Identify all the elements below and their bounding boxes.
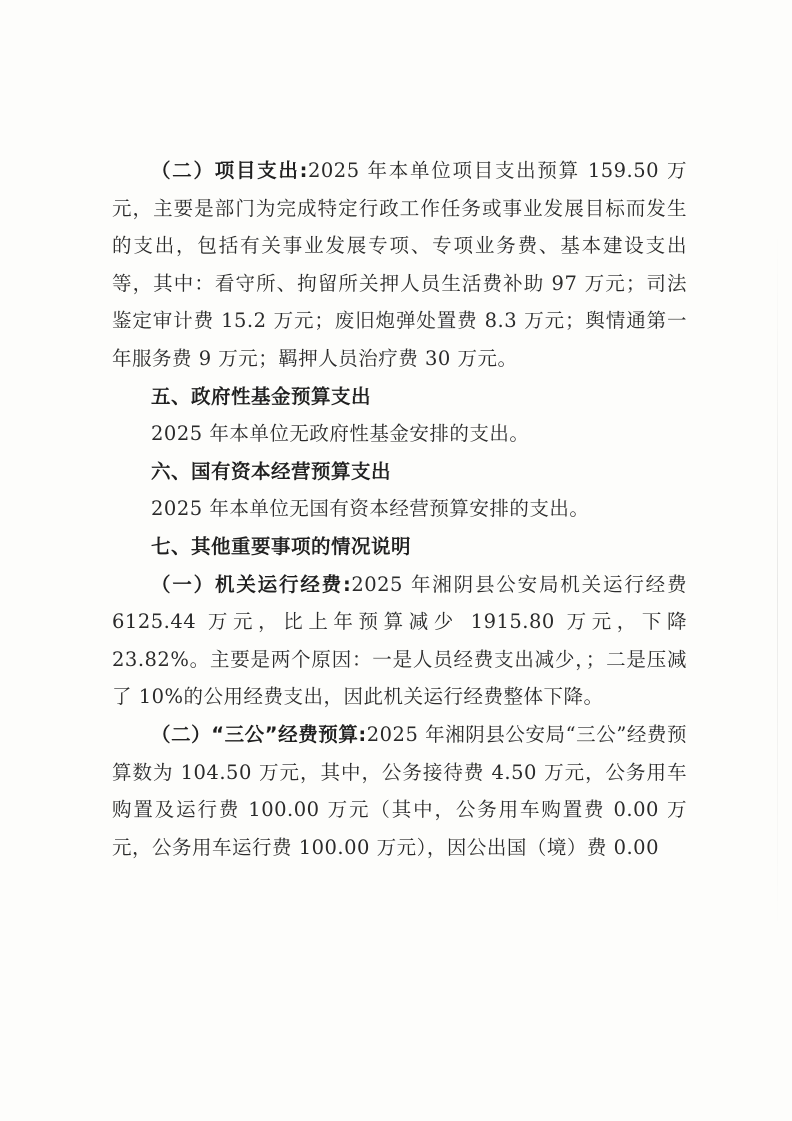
state-capital-paragraph: 2025 年本单位无国有资本经营预算安排的支出。 (151, 497, 590, 521)
section-heading-government-fund: 五、政府性基金预算支出 (151, 384, 372, 408)
project-expenditure-lead: （二）项目支出: (151, 159, 308, 182)
operating-expenses-paragraph (112, 566, 687, 716)
section-heading-other-matters: 七、其他重要事项的情况说明 (151, 534, 412, 558)
three-public-expenses-lead: （二）“三公”经费预算: (151, 722, 367, 746)
document-body (112, 152, 687, 866)
operating-expenses-lead: （一）机关运行经费: (151, 572, 352, 596)
project-expenditure-text: 2025 年本单位项目支出预算 159.50 万元，主要是部门为完成特定行政工作任务或事业发展目标而发生的支出，包括有关事业发展专项、专项业务费、基本建设支出等，其中：看守所、拘留所关押人员生活费补助 97 万元；司法鉴定审计费 15.2 万元；废旧炮弹处置费 8.3 万元；舆情通第一年服务费 9 万元；羁押人员治疗费 30 万元。 (112, 159, 687, 370)
three-public-expenses-text: 2025 年湘阴县公安局“三公”经费预算数为 104.50 万元，其中，公务接待费 4.50 万元，公务用车购置及运行费 100.00 万元（其中，公务用车购置费 0.00 万元，公务用车运行费 100.00 万元），因公出国（境）费 0.00 (112, 722, 688, 859)
scan-artifact-line (777, 230, 778, 930)
operating-expenses-text: 2025 年湘阴县公安局机关运行经费 6125.44 万元，比上年预算减少 1915.80 万元，下降 23.82%。主要是两个原因：一是人员经费支出减少，；二是压减了 10%的公用经费支出，因此机关运行经费整体下降。 (112, 572, 687, 709)
three-public-expenses-paragraph (112, 716, 687, 866)
government-fund-paragraph: 2025 年本单位无政府性基金安排的支出。 (151, 422, 530, 446)
project-expenditure-paragraph (112, 152, 687, 378)
section-heading-state-capital: 六、国有资本经营预算支出 (151, 459, 392, 483)
